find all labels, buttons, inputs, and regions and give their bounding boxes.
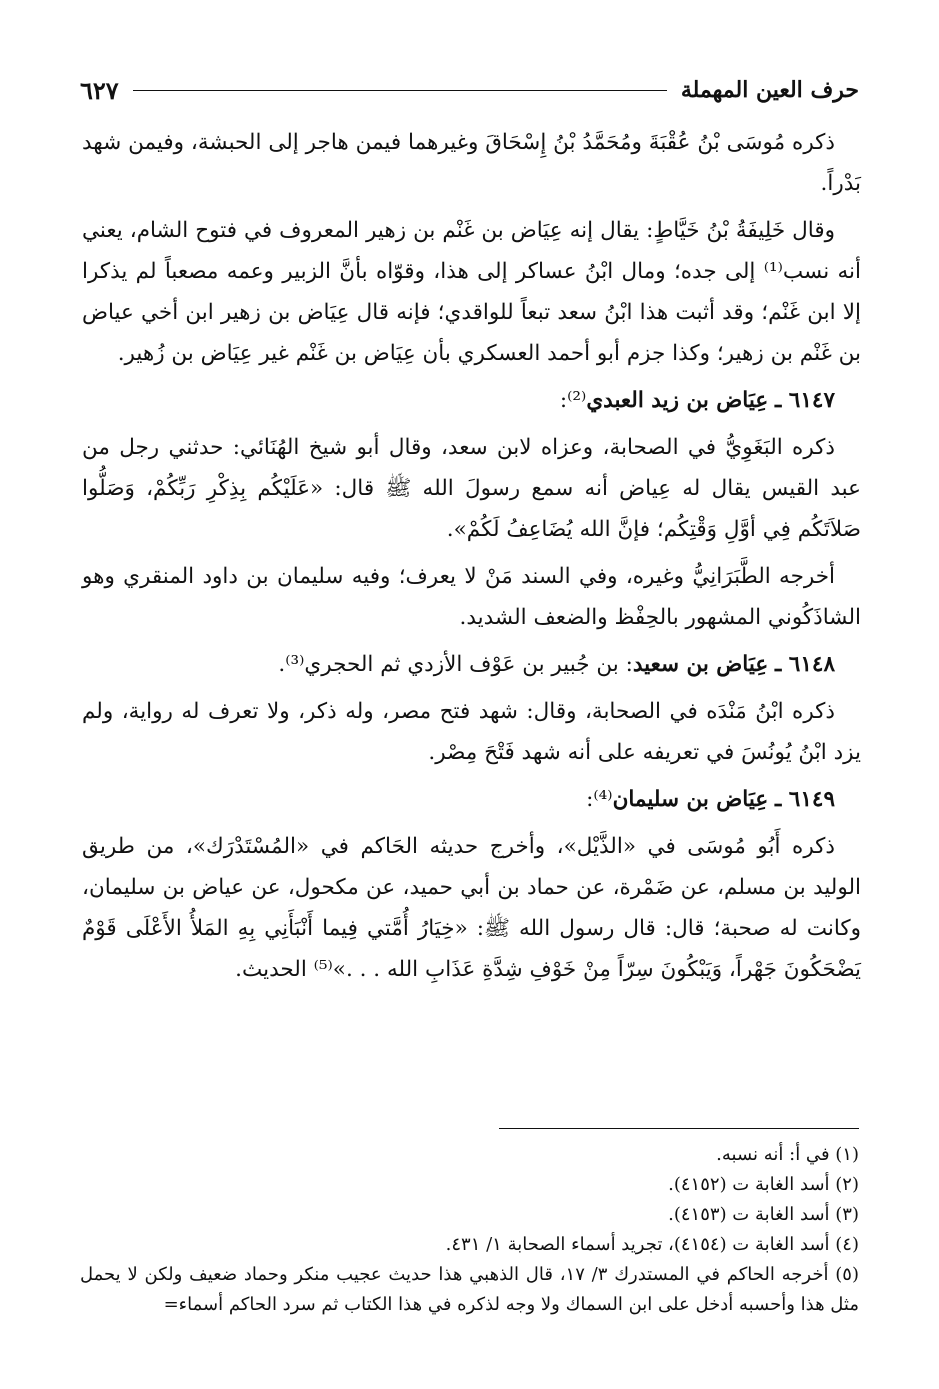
chapter-title: حرف العين المهملة (680, 77, 859, 103)
entry-number: ٦١٤٧ ـ (775, 388, 835, 413)
entry-heading (82, 380, 861, 421)
entry-heading (82, 779, 861, 820)
entry-name: عِيَاض بن زيد العبدي (586, 388, 769, 413)
paragraph: ذكره أَبُو مُوسَى في «الذَّيْل»، وأخرج حديثه الحَاكم في «المُسْتَدْرَك»، من طريق الوليد بن مسلم، عن ضَمْرة، عن حماد بن أبي حميد، عن مكحول، عن عياض بن سليمان، وكانت له صحبة؛ قال: قال رسول الله ﷺ: «خِيَارُ أُمَّتي فِيما أَنْبَأَنِي بِهِ المَلأُ الأَعْلَى قَوْمٌ يَضْحَكُونَ جَهْراً، وَيَبْكُونَ سِرّاً مِنْ خَوْفِ شِدَّةِ عَذَابِ الله . . .»⁽⁵⁾ الحديث. (82, 834, 861, 982)
footnote: (١) في أ: أنه نسبه. (716, 1144, 859, 1165)
paragraph: وقال خَلِيفَةُ بْنُ خَيَّاطٍ: يقال إنه عِيَاض بن غَنْم بن زهير المعروف في فتوح الشام، يعني أنه نسب⁽¹⁾ إلى جده؛ ومال ابْنُ عساكر إلى هذا، وقوّاه بأنَّ الزبير وعمه مصعباً لم يذكرا إلا ابن غَنْم؛ وقد أثبت هذا ابْنُ سعد تبعاً للواقدي؛ فإنه قال عِيَاض بن زهير ابن أخي عياض بن غَنْم بن زهير؛ وكذا جزم أبو أحمد العسكري بأن عِيَاض بن غَنْم غير عِيَاض بن زُهير. (82, 218, 861, 366)
footnote: (٤) أسد الغابة ت (٤١٥٤)، تجريد أسماء الصحابة ١/ ٤٣١. (445, 1234, 859, 1255)
main-text (82, 122, 861, 996)
paragraph: ذكره مُوسَى بْنُ عُقْبَةَ ومُحَمَّدُ بْنُ إِسْحَاقَ وغيرهما فيمن هاجر إلى الحبشة، وفيمن شهد بَدْراً. (82, 130, 861, 196)
footnote: (٥) أخرجه الحاكم في المستدرك ٣/ ١٧، قال الذهبي هذا حديث عجيب منكر وحماد ضعيف ولكن لا يحمل مثل هذا وأحسبه أدخل على ابن السماك ولا وجه لذكره في هذا الكتاب ثم سرد الحاكم أسماء= (80, 1264, 859, 1315)
running-header (80, 70, 859, 110)
footnote: (٣) أسد الغابة ت (٤١٥٣). (668, 1204, 859, 1225)
paragraph: ذكره ابْنُ مَنْدَه في الصحابة، وقال: شهد فتح مصر، وله ذكر، ولا تعرف له رواية، ولم يزد ابْنُ يُونُسَ في تعريفه على أنه شهد فَتْحَ مِصْر. (82, 699, 861, 765)
footnote-separator (499, 1128, 859, 1129)
entry-name: عِيَاض بن سليمان (612, 787, 769, 812)
paragraph: أخرجه الطَّبَرَانِيُّ وغيره، وفي السند مَنْ لا يعرف؛ وفيه سليمان بن داود المنقري وهو الشاذَكُوني المشهور بالحِفْظ والضعف الشديد. (82, 564, 861, 630)
page-number: ٦٢٧ (80, 75, 119, 105)
header-rule (133, 90, 667, 91)
entry-rest: ⁽⁴⁾: (586, 787, 613, 812)
footnotes (80, 1140, 859, 1320)
entry-rest: : بن جُبير بن عَوْف الأزدي ثم الحجري⁽³⁾. (278, 652, 633, 677)
footnote: (٢) أسد الغابة ت (٤١٥٢). (668, 1174, 859, 1195)
entry-rest: ⁽²⁾: (559, 388, 587, 413)
entry-name: عِيَاض بن سعيد (632, 652, 769, 677)
entry-number: ٦١٤٨ ـ (775, 652, 835, 677)
paragraph: ذكره البَغَوِيُّ في الصحابة، وعزاه لابن سعد، وقال أبو شيخ الهُنَائي: حدثني رجل من عبد القيس يقال له عِياض أنه سمع رسولَ الله ﷺ قال: «عَلَيْكُم بِذِكْرِ رَبِّكُمْ، وَصَلُّوا صَلاَتَكُم فِي أوَّلِ وَقْتِكُم؛ فإنَّ الله يُضَاعِفُ لَكُمْ». (82, 435, 861, 542)
entry-number: ٦١٤٩ ـ (775, 787, 835, 812)
entry-heading (82, 644, 861, 685)
